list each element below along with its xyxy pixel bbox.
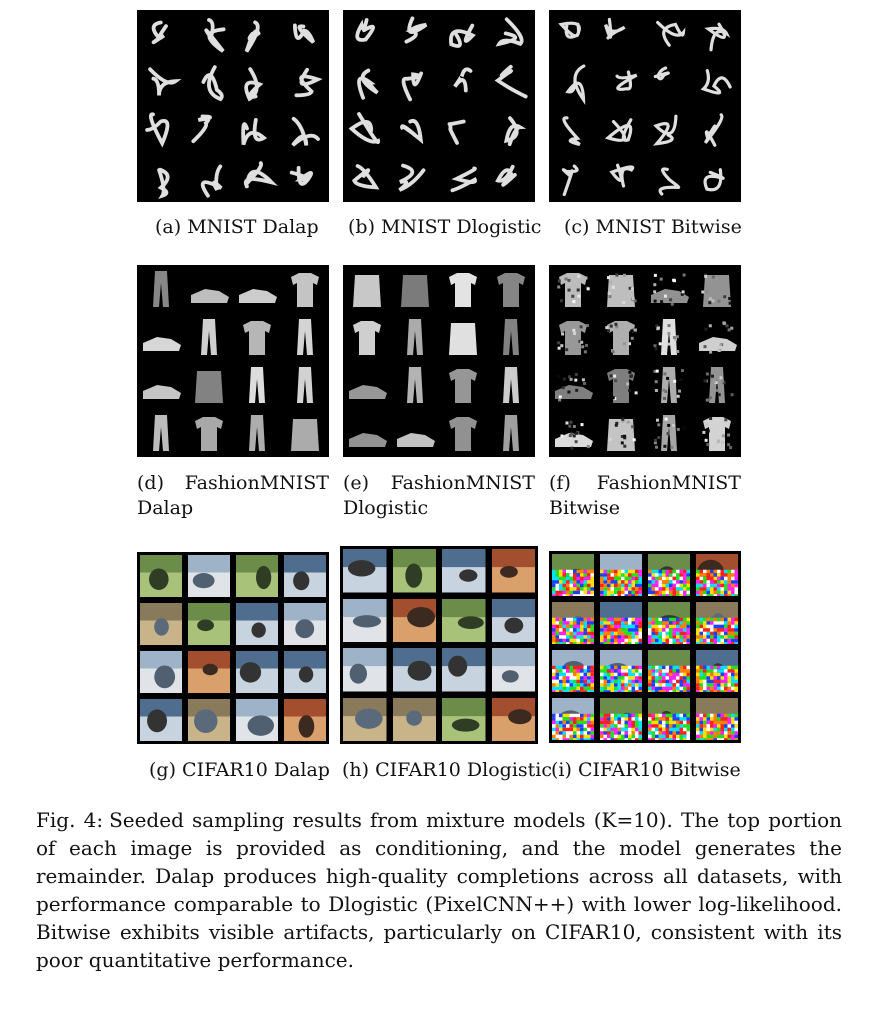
sample-tile — [549, 58, 597, 106]
sample-tile — [597, 551, 645, 599]
figure-caption-label: Fig. 4: — [36, 808, 104, 832]
sample-tile — [645, 154, 693, 202]
sample-tile — [137, 10, 185, 58]
sample-tile — [597, 265, 645, 313]
sample-tile — [645, 647, 693, 695]
sample-tile — [390, 695, 440, 745]
panel-c-caption: (c) MNIST Bitwise — [564, 216, 742, 238]
sample-tile — [391, 10, 439, 58]
sample-tile — [137, 313, 185, 361]
sample-tile — [439, 695, 489, 745]
sample-tile — [597, 58, 645, 106]
sample-tile — [549, 154, 597, 202]
sample-tile — [645, 313, 693, 361]
sample-tile — [489, 695, 539, 745]
sample-tile — [233, 361, 281, 409]
sample-tile — [439, 596, 489, 646]
sample-tile — [281, 409, 329, 457]
panel-b-caption: (b) MNIST Dlogistic — [348, 216, 542, 238]
sample-tile — [487, 361, 535, 409]
sample-tile — [343, 313, 391, 361]
sample-tile — [693, 695, 741, 743]
sample-tile — [281, 58, 329, 106]
sample-tile — [549, 106, 597, 154]
sample-tile — [489, 645, 539, 695]
sample-tile — [549, 361, 597, 409]
panel-f-image — [549, 265, 741, 457]
panel-f-method: Bitwise — [549, 497, 621, 519]
sample-tile — [391, 409, 439, 457]
panel-e-method: Dlogistic — [343, 497, 429, 519]
sample-tile — [340, 546, 390, 596]
panel-e-label: (e) — [343, 472, 370, 494]
sample-tile — [439, 265, 487, 313]
sample-tile — [645, 361, 693, 409]
sample-tile — [233, 409, 281, 457]
sample-tile — [693, 551, 741, 599]
sample-tile — [439, 58, 487, 106]
sample-tile — [390, 645, 440, 695]
sample-tile — [137, 600, 185, 648]
panel-g-caption: (g) CIFAR10 Dalap — [149, 759, 330, 781]
sample-tile — [185, 265, 233, 313]
panel-a-image — [137, 10, 329, 202]
sample-tile — [281, 648, 329, 696]
sample-tile — [233, 58, 281, 106]
sample-tile — [281, 313, 329, 361]
sample-tile — [693, 265, 741, 313]
sample-tile — [340, 596, 390, 646]
sample-tile — [549, 647, 597, 695]
sample-tile — [439, 546, 489, 596]
sample-tile — [137, 265, 185, 313]
panel-d-method: Dalap — [137, 497, 194, 519]
sample-tile — [185, 552, 233, 600]
sample-tile — [185, 409, 233, 457]
sample-tile — [281, 600, 329, 648]
panel-f-dataset: FashionMNIST — [596, 472, 741, 494]
sample-tile — [233, 648, 281, 696]
sample-tile — [549, 551, 597, 599]
sample-tile — [549, 695, 597, 743]
panel-e-caption — [343, 471, 535, 521]
sample-tile — [597, 361, 645, 409]
sample-tile — [439, 10, 487, 58]
panel-c-image — [549, 10, 741, 202]
sample-tile — [137, 361, 185, 409]
sample-tile — [233, 552, 281, 600]
sample-tile — [281, 10, 329, 58]
figure-caption — [36, 806, 842, 974]
sample-tile — [233, 106, 281, 154]
sample-tile — [391, 106, 439, 154]
panel-d-dataset: FashionMNIST — [184, 472, 329, 494]
sample-tile — [439, 645, 489, 695]
sample-tile — [487, 154, 535, 202]
sample-tile — [489, 596, 539, 646]
panel-h-caption: (h) CIFAR10 Dlogistic — [342, 759, 553, 781]
sample-tile — [439, 154, 487, 202]
panel-a-caption: (a) MNIST Dalap — [155, 216, 319, 238]
sample-tile — [597, 695, 645, 743]
sample-tile — [137, 58, 185, 106]
sample-tile — [390, 596, 440, 646]
sample-tile — [597, 599, 645, 647]
sample-tile — [693, 409, 741, 457]
sample-tile — [185, 106, 233, 154]
sample-tile — [391, 58, 439, 106]
sample-tile — [343, 361, 391, 409]
panel-d-caption — [137, 471, 329, 521]
sample-tile — [233, 265, 281, 313]
sample-tile — [693, 599, 741, 647]
sample-tile — [281, 154, 329, 202]
sample-tile — [645, 599, 693, 647]
sample-tile — [487, 313, 535, 361]
sample-tile — [645, 58, 693, 106]
sample-tile — [597, 647, 645, 695]
sample-tile — [233, 154, 281, 202]
sample-tile — [343, 154, 391, 202]
sample-tile — [487, 106, 535, 154]
sample-tile — [281, 265, 329, 313]
panel-e-dataset: FashionMNIST — [390, 472, 535, 494]
sample-tile — [645, 409, 693, 457]
sample-tile — [645, 106, 693, 154]
sample-tile — [597, 10, 645, 58]
sample-tile — [693, 647, 741, 695]
panel-i-image — [549, 551, 741, 743]
sample-tile — [645, 265, 693, 313]
sample-tile — [693, 58, 741, 106]
sample-tile — [549, 10, 597, 58]
sample-tile — [439, 409, 487, 457]
sample-tile — [137, 409, 185, 457]
panel-f-label: (f) — [549, 472, 571, 494]
panel-f-caption — [549, 471, 741, 521]
sample-tile — [391, 313, 439, 361]
sample-tile — [645, 551, 693, 599]
sample-tile — [597, 154, 645, 202]
sample-tile — [185, 313, 233, 361]
sample-tile — [281, 552, 329, 600]
sample-tile — [645, 10, 693, 58]
sample-tile — [343, 265, 391, 313]
sample-tile — [281, 106, 329, 154]
sample-tile — [137, 154, 185, 202]
sample-tile — [137, 696, 185, 744]
sample-tile — [340, 645, 390, 695]
panel-b-image — [343, 10, 535, 202]
figure-caption-text: Seeded sampling results from mixture models (K=10). The top portion of each image is provided as conditioning, and the model generates the remainder. Dalap produces high-quality completions across all datasets, with performance comparable to Dlogistic (PixelCNN++) with lower log-likelihood. Bitwise exhibits visible artifacts, particularly on CIFAR10, consistent with its poor quantitative performance. — [36, 808, 842, 972]
sample-tile — [343, 409, 391, 457]
sample-tile — [343, 58, 391, 106]
sample-tile — [597, 106, 645, 154]
sample-tile — [233, 10, 281, 58]
sample-tile — [693, 106, 741, 154]
sample-tile — [391, 265, 439, 313]
sample-tile — [185, 58, 233, 106]
sample-tile — [281, 696, 329, 744]
sample-tile — [340, 695, 390, 745]
sample-tile — [549, 313, 597, 361]
sample-tile — [439, 106, 487, 154]
sample-tile — [549, 409, 597, 457]
sample-tile — [439, 361, 487, 409]
sample-tile — [487, 265, 535, 313]
sample-tile — [489, 546, 539, 596]
sample-tile — [391, 154, 439, 202]
sample-tile — [233, 600, 281, 648]
sample-tile — [185, 600, 233, 648]
sample-tile — [281, 361, 329, 409]
sample-tile — [137, 648, 185, 696]
sample-tile — [693, 10, 741, 58]
panel-e-image — [343, 265, 535, 457]
sample-tile — [487, 409, 535, 457]
sample-tile — [185, 361, 233, 409]
sample-tile — [439, 313, 487, 361]
sample-tile — [693, 154, 741, 202]
panel-d-image — [137, 265, 329, 457]
sample-tile — [645, 695, 693, 743]
sample-tile — [185, 10, 233, 58]
sample-tile — [390, 546, 440, 596]
sample-tile — [487, 58, 535, 106]
sample-tile — [233, 696, 281, 744]
sample-tile — [185, 154, 233, 202]
panel-h-image — [340, 546, 538, 744]
sample-tile — [549, 265, 597, 313]
panel-g-image — [137, 552, 329, 744]
panel-i-caption: (i) CIFAR10 Bitwise — [551, 759, 741, 781]
sample-tile — [185, 648, 233, 696]
sample-tile — [693, 361, 741, 409]
sample-tile — [137, 552, 185, 600]
sample-tile — [137, 106, 185, 154]
panel-d-label: (d) — [137, 472, 164, 494]
sample-tile — [343, 10, 391, 58]
sample-tile — [597, 313, 645, 361]
sample-tile — [343, 106, 391, 154]
sample-tile — [185, 696, 233, 744]
sample-tile — [549, 599, 597, 647]
sample-tile — [391, 361, 439, 409]
sample-tile — [487, 10, 535, 58]
sample-tile — [597, 409, 645, 457]
sample-tile — [233, 313, 281, 361]
sample-tile — [693, 313, 741, 361]
